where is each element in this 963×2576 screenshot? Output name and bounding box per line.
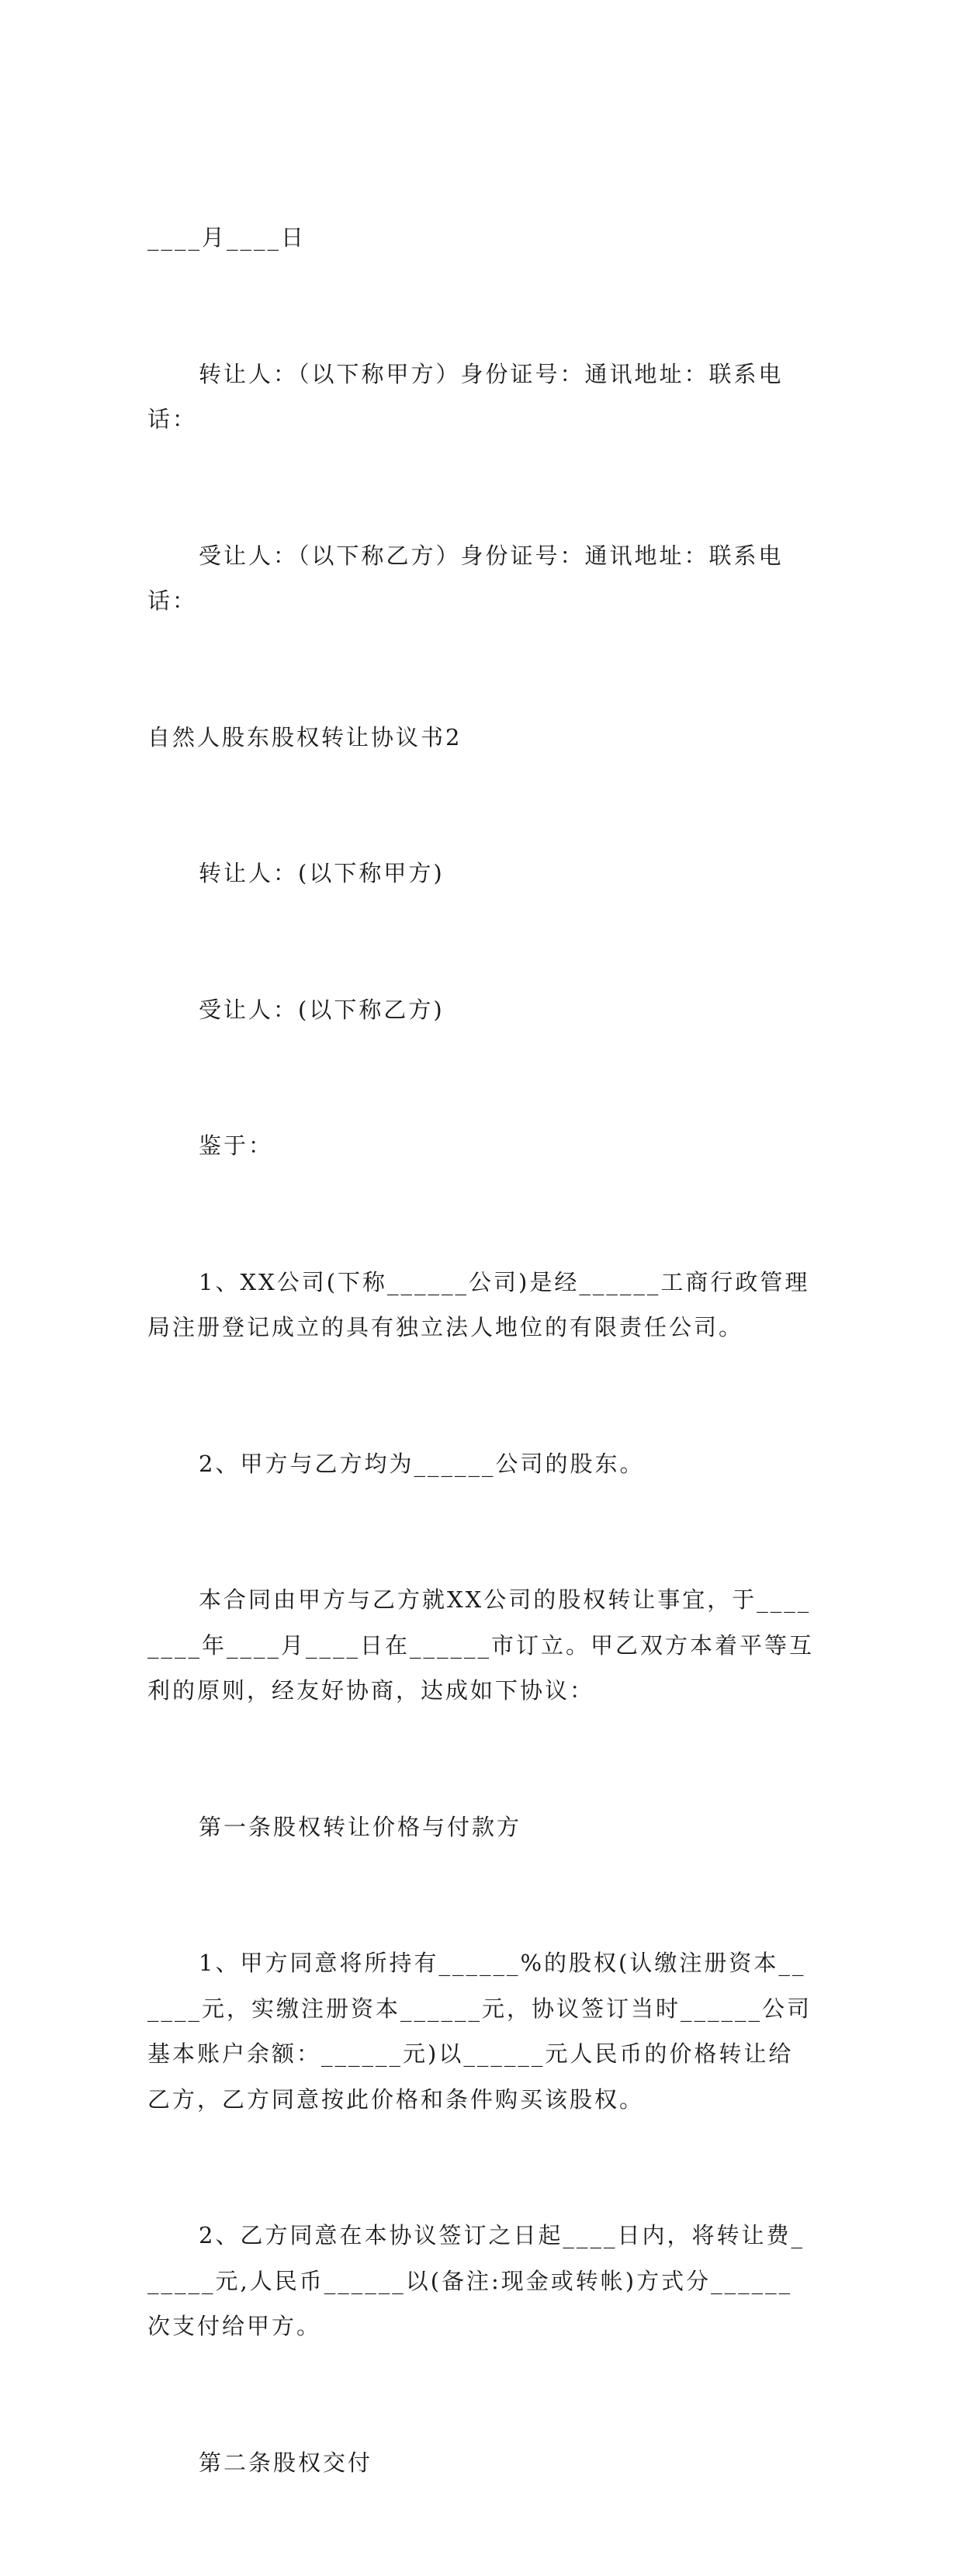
article-1-clause-2: 2、乙方同意在本协议签订之日起____日内，将转让费______元,人民币______以(备注:现金或转帐)方式分______次支付给甲方。 bbox=[147, 2222, 805, 2339]
whereas-item-2: 2、甲方与乙方均为______公司的股东。 bbox=[199, 1450, 645, 1477]
article-1-heading: 第一条股权转让价格与付款方 bbox=[199, 1813, 522, 1840]
document-title: 自然人股东股权转让协议书2 bbox=[147, 723, 462, 751]
article-2-heading: 第二条股权交付 bbox=[199, 2449, 373, 2476]
transferor-info: 转让人：（以下称甲方）身份证号：通讯地址：联系电话： bbox=[147, 360, 784, 432]
transferee-line: 受让人：(以下称乙方) bbox=[199, 996, 445, 1023]
whereas-heading: 鉴于： bbox=[199, 1132, 274, 1159]
transferee-info: 受让人：（以下称乙方）身份证号：通讯地址：联系电话： bbox=[147, 542, 784, 614]
article-1-clause-1: 1、甲方同意将所持有______%的股权(认缴注册资本______元，实缴注册资本______元，协议签订当时______公司基本账户余额：______元)以______元人民币的价格转让给乙方，乙方同意按此价格和条件购买该股权。 bbox=[147, 1950, 812, 2113]
whereas-item-1: 1、XX公司(下称______公司)是经______工商行政管理局注册登记成立的具有独立法人地位的有限责任公司。 bbox=[147, 1268, 810, 1340]
date-line: ____月____日 bbox=[147, 224, 307, 251]
contract-preamble: 本合同由甲方与乙方就XX公司的股权转让事宜，于________年____月____日在______市订立。甲乙双方本着平等互利的原则，经友好协商，达成如下协议： bbox=[147, 1586, 815, 1704]
document-body bbox=[147, 124, 815, 2576]
transferor-line: 转让人：(以下称甲方) bbox=[199, 860, 445, 886]
